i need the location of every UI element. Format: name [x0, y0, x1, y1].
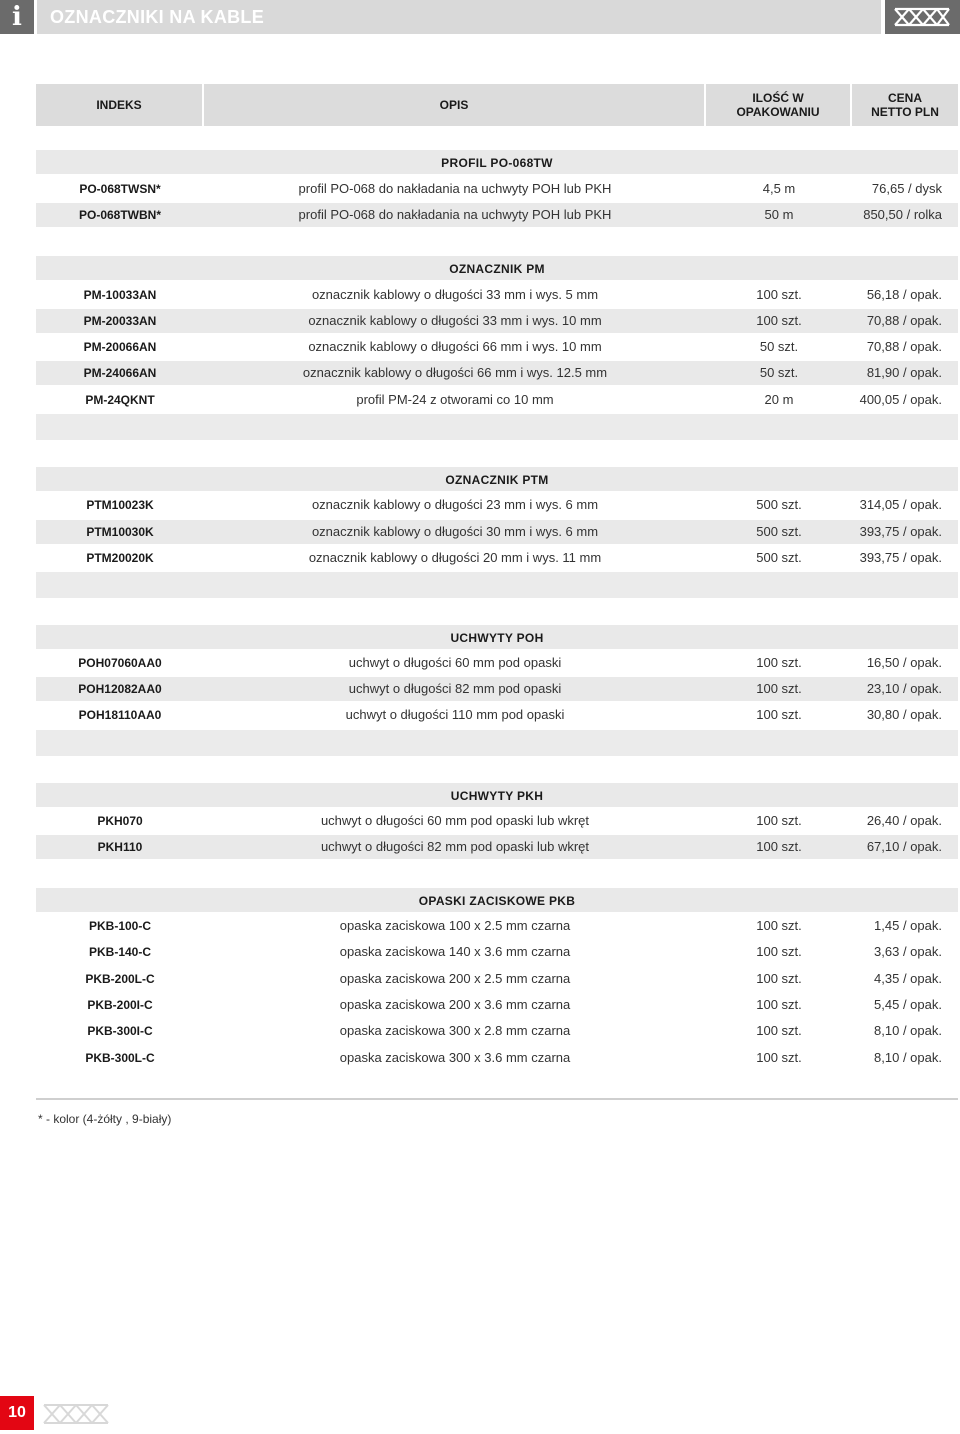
product-index: PM-24QKNT — [85, 393, 155, 407]
product-index: PM-24066AN — [83, 366, 157, 380]
package-quantity: 100 szt. — [756, 287, 802, 302]
divider — [36, 1098, 958, 1100]
net-price: 850,50 / rolka — [863, 207, 942, 222]
net-price: 30,80 / opak. — [866, 707, 942, 722]
product-description: oznacznik kablowy o długości 30 mm i wys. 6 mm — [311, 524, 599, 539]
product-description: opaska zaciskowa 140 x 3.6 mm czarna — [339, 944, 571, 959]
table-row — [36, 809, 958, 833]
table-row — [36, 283, 958, 307]
product-index: PM-10033AN — [83, 288, 157, 302]
col-index-header: INDEKS — [36, 84, 204, 126]
product-index: PO-068TWSN* — [79, 182, 161, 196]
product-description: opaska zaciskowa 200 x 3.6 mm czarna — [339, 997, 571, 1012]
product-index: PKB-200L-C — [85, 972, 155, 986]
product-description: oznacznik kablowy o długości 20 mm i wys. 11 mm — [308, 550, 602, 565]
table-row — [36, 361, 958, 385]
info-icon: i — [0, 0, 34, 34]
footnote: * - kolor (4-żółty , 9-biały) — [38, 1112, 172, 1126]
section-title: UCHWYTY PKH — [36, 783, 958, 807]
product-description: profil PO-068 do nakładania na uchwyty POH lub PKH — [298, 207, 612, 222]
product-description: uchwyt o długości 60 mm pod opaski lub wkręt — [320, 813, 590, 828]
product-index: POH07060AA0 — [78, 656, 162, 670]
table-row — [36, 520, 958, 544]
net-price: 400,05 / opak. — [859, 392, 942, 407]
table-row — [36, 967, 958, 991]
package-quantity: 100 szt. — [756, 918, 802, 933]
net-price: 70,88 / opak. — [866, 313, 942, 328]
product-description: oznacznik kablowy o długości 66 mm i wys. 12.5 mm — [302, 365, 608, 380]
net-price: 8,10 / opak. — [874, 1050, 942, 1065]
product-description: opaska zaciskowa 300 x 3.6 mm czarna — [339, 1050, 571, 1065]
product-description: oznacznik kablowy o długości 23 mm i wys. 6 mm — [311, 497, 599, 512]
product-index: PKB-100-C — [88, 919, 151, 933]
product-index: PKH070 — [97, 814, 143, 828]
package-quantity: 50 szt. — [759, 365, 799, 380]
table-row — [36, 335, 958, 359]
table-row — [36, 1046, 958, 1070]
col-price-header: CENA NETTO PLN — [871, 91, 939, 119]
table-row — [36, 940, 958, 964]
package-quantity: 100 szt. — [756, 1050, 802, 1065]
product-index: PKB-140-C — [88, 945, 151, 959]
product-index: POH18110AA0 — [78, 708, 162, 722]
package-quantity: 100 szt. — [756, 971, 802, 986]
product-description: profil PM-24 z otworami co 10 mm — [356, 392, 554, 407]
net-price: 1,45 / opak. — [874, 918, 942, 933]
product-description: opaska zaciskowa 100 x 2.5 mm czarna — [339, 918, 571, 933]
table-row — [36, 309, 958, 333]
table-row — [36, 835, 958, 859]
table-row — [36, 703, 958, 727]
product-description: profil PO-068 do nakładania na uchwyty POH lub PKH — [298, 181, 612, 196]
section-spacer — [36, 414, 958, 440]
package-quantity: 100 szt. — [756, 1023, 802, 1038]
net-price: 3,63 / opak. — [874, 944, 942, 959]
product-description: oznacznik kablowy o długości 33 mm i wys. 5 mm — [311, 287, 599, 302]
page-number: 10 — [0, 1396, 34, 1430]
package-quantity: 100 szt. — [756, 655, 802, 670]
product-index: PTM20020K — [86, 551, 154, 565]
product-description: opaska zaciskowa 300 x 2.8 mm czarna — [339, 1023, 571, 1038]
package-quantity: 100 szt. — [756, 944, 802, 959]
section-spacer — [36, 730, 958, 756]
section-title: OZNACZNIK PTM — [36, 467, 958, 491]
package-quantity: 100 szt. — [756, 681, 802, 696]
product-description: uchwyt o długości 82 mm pod opaski — [348, 681, 562, 696]
section-title: PROFIL PO-068TW — [36, 150, 958, 174]
package-quantity: 500 szt. — [756, 497, 802, 512]
product-index: POH12082AA0 — [78, 682, 162, 696]
table-row — [36, 388, 958, 412]
section-spacer — [36, 572, 958, 598]
package-quantity: 100 szt. — [756, 839, 802, 854]
net-price: 56,18 / opak. — [866, 287, 942, 302]
package-quantity: 100 szt. — [756, 707, 802, 722]
package-quantity: 20 m — [764, 392, 794, 407]
net-price: 16,50 / opak. — [866, 655, 942, 670]
section-title: OZNACZNIK PM — [36, 256, 958, 280]
product-index: PKB-300L-C — [85, 1051, 155, 1065]
net-price: 4,35 / opak. — [874, 971, 942, 986]
product-index: PTM10023K — [86, 498, 154, 512]
net-price: 26,40 / opak. — [866, 813, 942, 828]
product-description: oznacznik kablowy o długości 66 mm i wys. 10 mm — [308, 339, 602, 354]
product-index: PM-20033AN — [83, 314, 157, 328]
package-quantity: 500 szt. — [756, 550, 802, 565]
product-description: uchwyt o długości 110 mm pod opaski — [345, 707, 565, 722]
product-description: uchwyt o długości 82 mm pod opaski lub wkręt — [320, 839, 590, 854]
package-quantity: 50 m — [764, 207, 794, 222]
package-quantity: 500 szt. — [756, 524, 802, 539]
product-index: PTM10030K — [86, 525, 154, 539]
table-row — [36, 914, 958, 938]
net-price: 81,90 / opak. — [866, 365, 942, 380]
product-description: opaska zaciskowa 200 x 2.5 mm czarna — [339, 971, 571, 986]
net-price: 5,45 / opak. — [874, 997, 942, 1012]
section-title: UCHWYTY POH — [36, 625, 958, 649]
product-index: PKB-300I-C — [87, 1024, 153, 1038]
table-row — [36, 993, 958, 1017]
net-price: 23,10 / opak. — [866, 681, 942, 696]
product-index: PKH110 — [97, 840, 143, 854]
table-row — [36, 651, 958, 675]
product-index: PM-20066AN — [83, 340, 157, 354]
table-header — [36, 84, 958, 126]
net-price: 393,75 / opak. — [859, 524, 942, 539]
product-index: PKB-200I-C — [87, 998, 153, 1012]
col-desc-header: OPIS — [204, 84, 706, 126]
package-quantity: 100 szt. — [756, 997, 802, 1012]
package-quantity: 100 szt. — [756, 813, 802, 828]
net-price: 70,88 / opak. — [866, 339, 942, 354]
net-price: 67,10 / opak. — [866, 839, 942, 854]
table-row — [36, 546, 958, 570]
package-quantity: 50 szt. — [759, 339, 799, 354]
product-description: oznacznik kablowy o długości 33 mm i wys. 10 mm — [308, 313, 602, 328]
table-row — [36, 493, 958, 517]
net-price: 76,65 / dysk — [871, 181, 942, 196]
top-bar — [0, 0, 960, 34]
product-index: PO-068TWBN* — [78, 208, 161, 222]
table-row — [36, 677, 958, 701]
section-title: OPASKI ZACISKOWE PKB — [36, 888, 958, 912]
col-qty-header: ILOŚĆ W OPAKOWANIU — [706, 84, 852, 126]
package-quantity: 100 szt. — [756, 313, 802, 328]
package-quantity: 4,5 m — [762, 181, 796, 196]
table-row — [36, 177, 958, 201]
page-title: OZNACZNIKI NA KABLE — [50, 7, 265, 27]
product-description: uchwyt o długości 60 mm pod opaski — [348, 655, 562, 670]
net-price: 393,75 / opak. — [859, 550, 942, 565]
net-price: 314,05 / opak. — [859, 497, 942, 512]
brand-logo-icon — [885, 0, 960, 34]
table-row — [36, 203, 958, 227]
table-row — [36, 1019, 958, 1043]
net-price: 8,10 / opak. — [874, 1023, 942, 1038]
footer-logo-icon — [40, 1400, 112, 1428]
